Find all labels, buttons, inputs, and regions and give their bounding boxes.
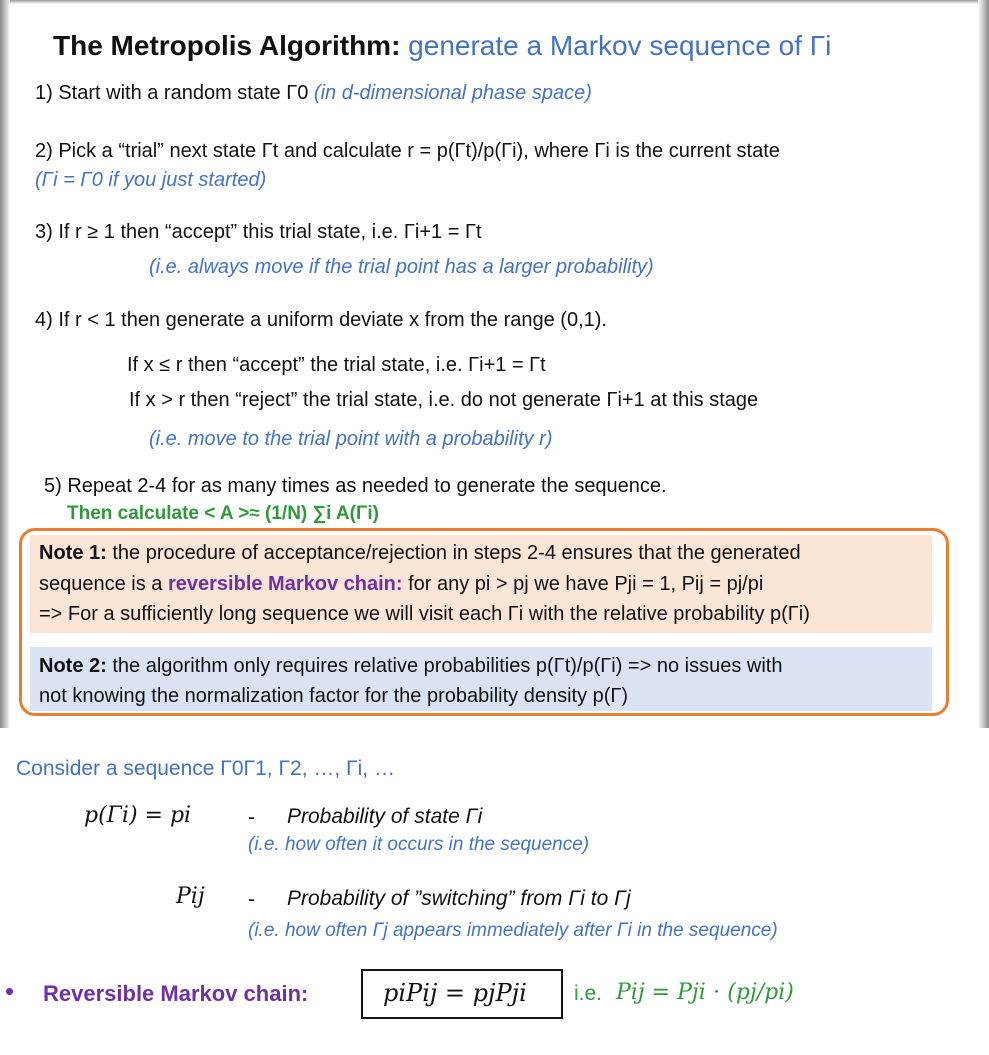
reversible-equation: piPij = pjPji [383, 979, 527, 1007]
title-bold: The Metropolis Algorithm: [53, 30, 401, 61]
note2-line2: not knowing the normalization factor for the probability density p(Γ) [39, 685, 629, 707]
def1-note: (i.e. how often it occurs in the sequence) [248, 834, 590, 855]
bullet-icon [6, 988, 13, 995]
def2-symbol: Pij [176, 884, 205, 909]
def1-dash: - [248, 806, 255, 829]
slide-title [53, 30, 831, 62]
reversible-ie: i.e. [574, 982, 603, 1005]
note2-line1-text: the algorithm only requires relative probabilities p(Γt)/p(Γi) => no issues with [112, 655, 783, 677]
note1-line2b: reversible Markov chain: [167, 573, 403, 595]
notes-highlight-frame [19, 528, 949, 716]
step5-text: 5) Repeat 2-4 for as many times as needed to generate the sequence. [44, 475, 667, 497]
title-rest: generate a Markov sequence of Γi [408, 30, 832, 61]
note1-line2c: for any pi > pj we have Pji = 1, Pij = pj/pi [408, 573, 764, 595]
step4-sub1: If x ≤ r then “accept” the trial state, i.e. Γi+1 = Γt [127, 354, 546, 376]
step1-text: 1) Start with a random state Γ0 [35, 82, 309, 104]
note1-line1-text: the procedure of acceptance/rejection in steps 2-4 ensures that the generated [112, 542, 801, 564]
note1-line2a: sequence is a [39, 573, 163, 595]
step1 [35, 82, 592, 105]
step2-note: (Γi = Γ0 if you just started) [35, 169, 267, 191]
reversible-label: Reversible Markov chain: [43, 981, 309, 1006]
step3-text: 3) If r ≥ 1 then “accept” this trial state, i.e. Γi+1 = Γt [35, 221, 482, 243]
step1-note: (in d-dimensional phase space) [313, 82, 592, 104]
def2-dash: - [248, 888, 255, 911]
def1-symbol: p(Γi) = pi [84, 803, 192, 828]
step2-text: 2) Pick a “trial” next state Γt and calculate r = p(Γt)/p(Γi), where Γi is the current state [35, 140, 780, 162]
page-edge-left [0, 0, 10, 728]
page-edge-top [0, 0, 989, 4]
step4-text: 4) If r < 1 then generate a uniform deviate x from the range (0,1). [35, 309, 607, 331]
note1-line3: => For a sufficiently long sequence we will visit each Γi with the relative probability p(Γi) [39, 603, 810, 625]
def2-desc: Probability of ”switching” from Γi to Γj [287, 887, 631, 910]
step5-calc: Then calculate < A >≈ (1/N) ∑i A(Γi) [67, 503, 380, 524]
def1-desc: Probability of state Γi [287, 805, 483, 828]
page-edge-right [978, 0, 989, 728]
note1-label: Note 1: [39, 542, 107, 564]
note2-label: Note 2: [39, 655, 107, 677]
step4-sub2: If x > r then “reject” the trial state, i.e. do not generate Γi+1 at this stage [129, 389, 759, 411]
def2-note: (i.e. how often Γj appears immediately after Γi in the sequence) [248, 920, 778, 941]
consider-sequence: Consider a sequence Γ0Γ1, Γ2, …, Γi, … [16, 757, 395, 780]
step3-note: (i.e. always move if the trial point has a larger probability) [149, 256, 654, 278]
reversible-relation: Pij = Pji ⋅ (pj/pi) [616, 980, 794, 1005]
step4-note: (i.e. move to the trial point with a probability r) [149, 428, 553, 450]
